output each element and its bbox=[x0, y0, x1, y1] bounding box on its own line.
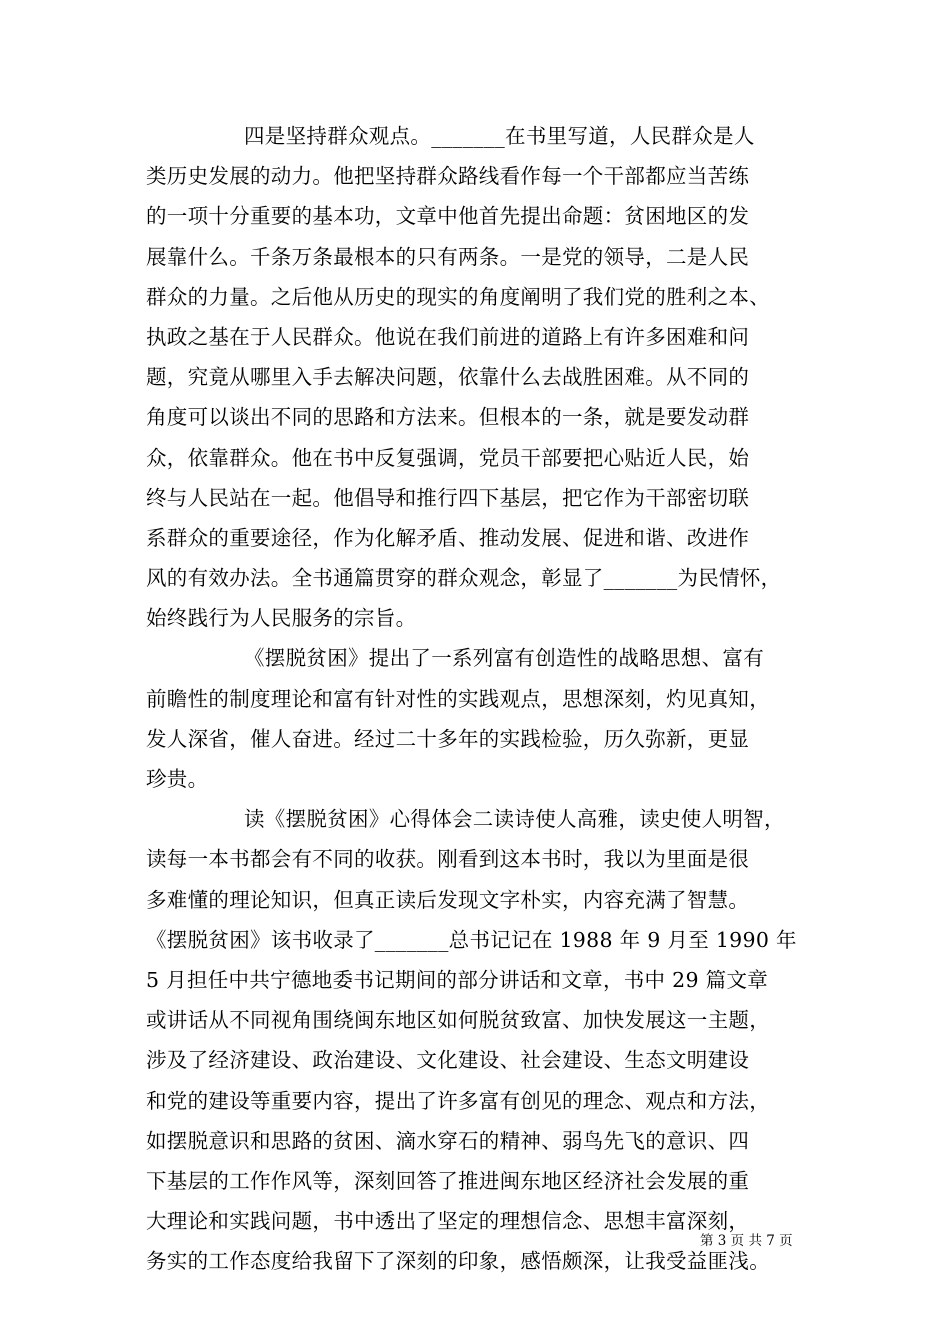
text-line: 珍贵。 bbox=[146, 767, 209, 791]
text-line: 类历史发展的动力。他把坚持群众路线看作每一个干部都应当苦练 bbox=[146, 164, 750, 189]
text-line: 《摆脱贫困》该书收录了_______总书记记在 1988 年 9 月至 1990 年 bbox=[146, 927, 797, 952]
text-line: 群众的力量。之后他从历史的现实的角度阐明了我们党的胜利之本、 bbox=[146, 284, 770, 309]
text-line: 读每一本书都会有不同的收获。刚看到这本书时，我以为里面是很 bbox=[146, 847, 750, 872]
text-line: 大理论和实践问题，书中透出了坚定的理想信念、思想丰富深刻， bbox=[146, 1209, 750, 1234]
document-body bbox=[146, 116, 808, 1281]
paragraph-mass-viewpoint bbox=[146, 116, 808, 638]
text-line: 读《摆脱贫困》心得体会二读诗使人高雅，读史使人明智， bbox=[244, 807, 785, 832]
text-line: 或讲话从不同视角围绕闽东地区如何脱贫致富、加快发展这一主题， bbox=[146, 1008, 770, 1033]
text-line: 展靠什么。千条万条最根本的只有两条。一是党的领导，二是人民 bbox=[146, 244, 750, 269]
page-number: 第 3 页 共 7 页 bbox=[700, 1233, 793, 1249]
text-line: 执政之基在于人民群众。他说在我们前进的道路上有许多困难和问 bbox=[146, 324, 750, 349]
text-line: 题，究竟从哪里入手去解决问题，依靠什么去战胜困难。从不同的 bbox=[146, 365, 750, 390]
text-line: 和党的建设等重要内容，提出了许多富有创见的理念、观点和方法， bbox=[146, 1088, 770, 1113]
text-line: 众，依靠群众。他在书中反复强调，党员干部要把心贴近人民，始 bbox=[146, 445, 750, 470]
text-line: 务实的工作态度给我留下了深刻的印象，感悟颇深，让我受益匪浅。 bbox=[146, 1249, 770, 1274]
text-line: 前瞻性的制度理论和富有针对性的实践观点，思想深刻，灼见真知， bbox=[146, 686, 770, 711]
text-line: 的一项十分重要的基本功，文章中他首先提出命题：贫困地区的发 bbox=[146, 204, 750, 229]
text-line: 发人深省，催人奋进。经过二十多年的实践检验，历久弥新，更显 bbox=[146, 726, 750, 751]
paragraph-strategic-thoughts bbox=[146, 638, 808, 799]
text-line: 下基层的工作作风等，深刻回答了推进闽东地区经济社会发展的重 bbox=[146, 1168, 750, 1193]
text-line: 系群众的重要途径，作为化解矛盾、推动发展、促进和谐、改进作 bbox=[146, 525, 750, 550]
text-line: 如摆脱意识和思路的贫困、滴水穿石的精神、弱鸟先飞的意识、四 bbox=[146, 1128, 750, 1153]
text-line: 《摆脱贫困》提出了一系列富有创造性的战略思想、富有 bbox=[244, 646, 764, 671]
text-line: 涉及了经济建设、政治建设、文化建设、社会建设、生态文明建设 bbox=[146, 1048, 750, 1073]
text-line: 终与人民站在一起。他倡导和推行四下基层，把它作为干部密切联 bbox=[146, 485, 750, 510]
text-line: 角度可以谈出不同的思路和方法来。但根本的一条，就是要发动群 bbox=[146, 405, 750, 430]
text-line: 四是坚持群众观点。_______在书里写道，人民群众是人 bbox=[244, 124, 755, 148]
text-line: 5 月担任中共宁德地委书记期间的部分讲话和文章，书中 29 篇文章 bbox=[146, 967, 769, 992]
text-line: 多难懂的理论知识，但真正读后发现文字朴实，内容充满了智慧。 bbox=[146, 887, 750, 912]
text-line: 始终践行为人民服务的宗旨。 bbox=[146, 606, 417, 631]
text-line: 风的有效办法。全书通篇贯穿的群众观念，彰显了_______为民情怀， bbox=[146, 566, 782, 591]
paragraph-reading-reflection-two bbox=[146, 799, 808, 1281]
